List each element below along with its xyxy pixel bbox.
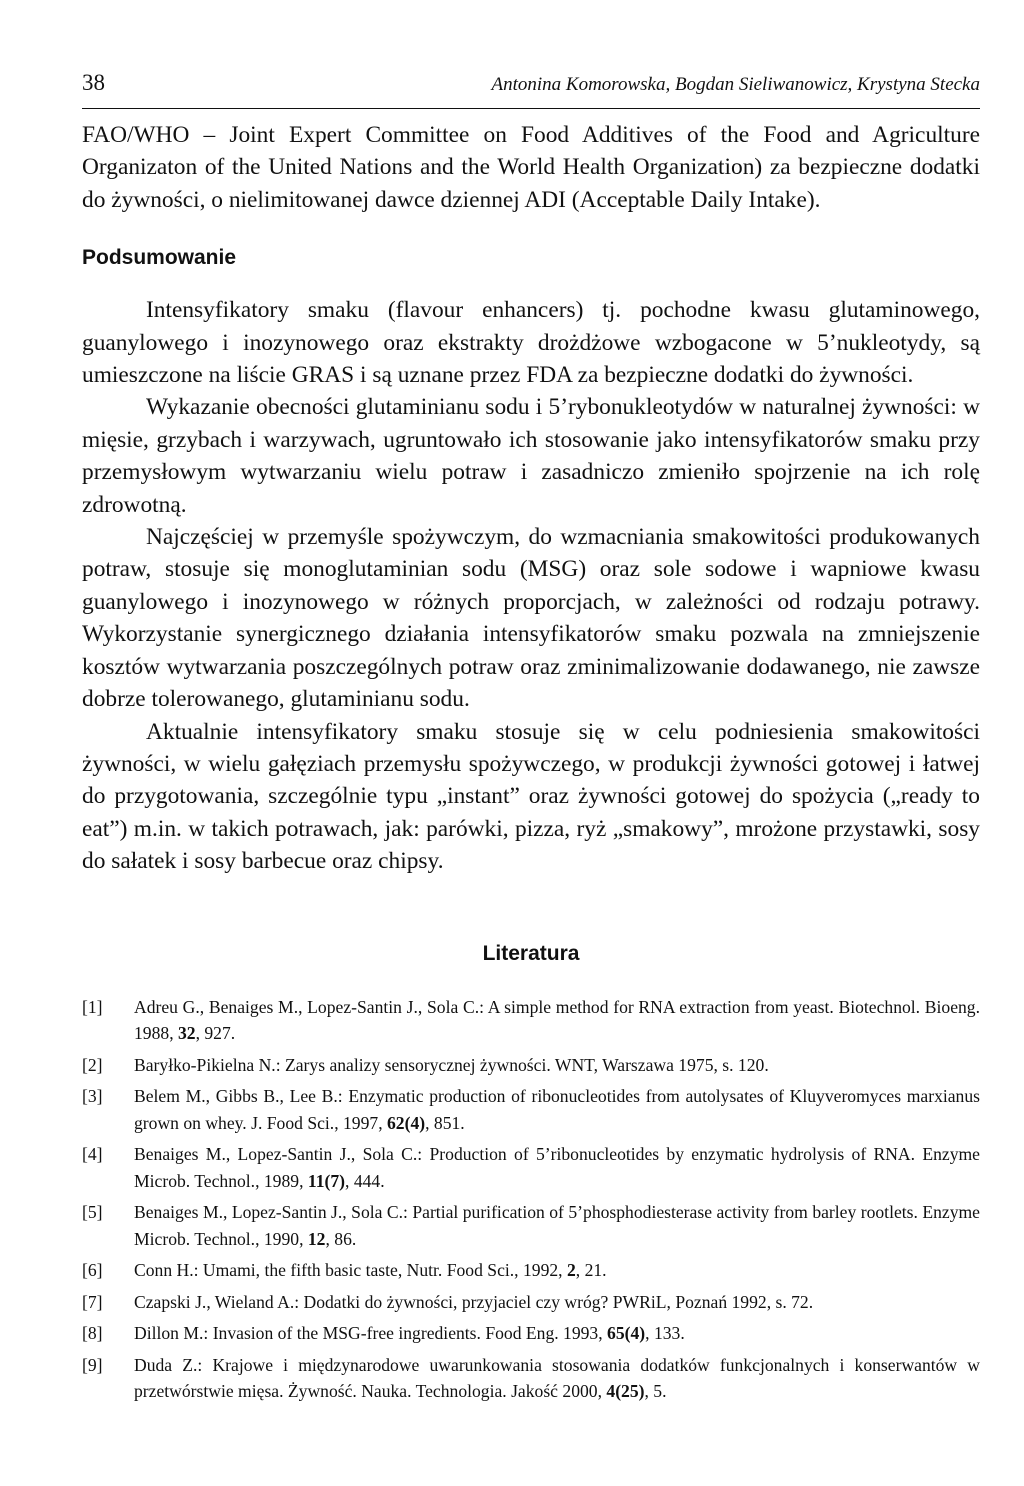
reference-number: [3] — [82, 1086, 103, 1107]
reference-item — [82, 1083, 980, 1136]
reference-text: Baryłko-Pikielna N.: Zarys analizy sensorycznej żywności. WNT, Warszawa 1975, s. 120. — [134, 1054, 769, 1075]
page-number: 38 — [82, 70, 105, 95]
reference-text: Benaiges M., Lopez-Santin J., Sola C.: Partial purification of 5’phosphodiesterase activity from barley rootlets. Enzyme Microb. Technol., 1990, 12, 86. — [134, 1202, 980, 1249]
reference-text: Adreu G., Benaiges M., Lopez-Santin J., Sola C.: A simple method for RNA extraction from yeast. Biotechnol. Bioeng. 1988, 32, 927. — [134, 996, 980, 1044]
summary-paragraph: Aktualnie intensyfikatory smaku stosuje się w celu podniesienia smakowitości żywności, w wielu gałęziach przemysłu spożywczego, w produkcji żywności gotowej i łatwej do przygotowania, szczególnie typu „instant” oraz żywności gotowej do spożycia („ready to eat”) m.in. w takich potrawach, jak: parówki, pizza, ryż „smakowy”, mrożone przystawki, sosy do sałatek i sosy barbecue oraz chipsy. — [82, 718, 980, 875]
running-head: Antonina Komorowska, Bogdan Sieliwanowicz, Krystyna Stecka — [491, 74, 980, 95]
reference-number: [4] — [82, 1144, 103, 1165]
summary-paragraph: Najczęściej w przemyśle spożywczym, do wzmacniania smakowitości produkowanych potraw, stosuje się monoglutaminian sodu (MSG) oraz sole sodowe i wapniowe kwasu guanylowego i inozynowego w różnych proporcjach, w zależności od rodzaju potrawy. Wykorzystanie synergicznego działania intensyfikatorów smaku pozwala na zmniejszenie kosztów wytwarzania poszczególnych potraw oraz zminimalizowanie dodawanego, nie zawsze dobrze tolerowanego, glutaminianu sodu. — [82, 524, 980, 713]
reference-text: Benaiges M., Lopez-Santin J., Sola C.: Production of 5’ribonucleotides by enzymatic hydrolysis of RNA. Enzyme Microb. Technol., 1989, 11(7), 444. — [134, 1144, 980, 1191]
reference-item — [82, 1199, 980, 1252]
reference-number: [6] — [82, 1260, 103, 1281]
reference-number: [2] — [82, 1054, 103, 1075]
reference-item — [82, 1320, 980, 1347]
summary-paragraph: Wykazanie obecności glutaminianu sodu i 5’rybonukleotydów w naturalnej żywności: w mięsie, grzybach i warzywach, ugruntowało ich stosowanie jako intensyfikatorów smaku przy przemysłowym wytwarzaniu wielu potraw i zasadniczo zmieniło spojrzenie na ich rolę zdrowotną. — [82, 394, 980, 518]
reference-number: [1] — [82, 996, 103, 1017]
section-heading-summary: Podsumowanie — [82, 246, 237, 270]
page-header — [82, 70, 980, 109]
reference-number: [8] — [82, 1323, 103, 1344]
summary-paragraph: Intensyfikatory smaku (flavour enhancers) tj. pochodne kwasu glutaminowego, guanylowego i inozynowego oraz ekstrakty drożdżowe wzbogacone w 5’nukleotydy, są umieszczone na liście GRAS i są uznane przez FDA za bezpieczne dodatki do żywności. — [82, 297, 980, 389]
reference-text: Dillon M.: Invasion of the MSG-free ingredients. Food Eng. 1993, 65(4), 133. — [134, 1323, 685, 1344]
reference-item — [82, 1257, 980, 1284]
reference-text: Belem M., Gibbs B., Lee B.: Enzymatic production of ribonucleotides from autolysates of Kluyveromyces marxianus grown on whey. J. Food Sci., 1997, 62(4), 851. — [134, 1086, 980, 1133]
reference-list — [82, 994, 980, 1405]
reference-number: [7] — [82, 1291, 103, 1312]
reference-number: [5] — [82, 1202, 103, 1223]
reference-item — [82, 994, 980, 1047]
reference-text: Duda Z.: Krajowe i międzynarodowe uwarunkowania stosowania dodatków funkcjonalnych i konserwantów w przetwórstwie mięsa. Żywność. Nauka. Technologia. Jakość 2000, 4(25), 5. — [134, 1354, 980, 1402]
reference-text: Conn H.: Umami, the fifth basic taste, Nutr. Food Sci., 1992, 2, 21. — [134, 1260, 607, 1281]
reference-item — [82, 1289, 980, 1316]
section-heading-literature: Literatura — [482, 941, 580, 965]
page — [82, 70, 980, 1410]
intro-paragraph: FAO/WHO – Joint Expert Committee on Food Additives of the Food and Agriculture Organizaton of the United Nations and the World Health Organization) za bezpieczne dodatki do żywności, o nielimitowanej dawce dziennej ADI (Acceptable Daily Intake). — [82, 122, 980, 213]
reference-number: [9] — [82, 1354, 103, 1375]
reference-item — [82, 1052, 980, 1079]
reference-item — [82, 1141, 980, 1194]
reference-text: Czapski J., Wieland A.: Dodatki do żywności, przyjaciel czy wróg? PWRiL, Poznań 1992, s. 72. — [134, 1291, 814, 1312]
reference-item — [82, 1352, 980, 1405]
